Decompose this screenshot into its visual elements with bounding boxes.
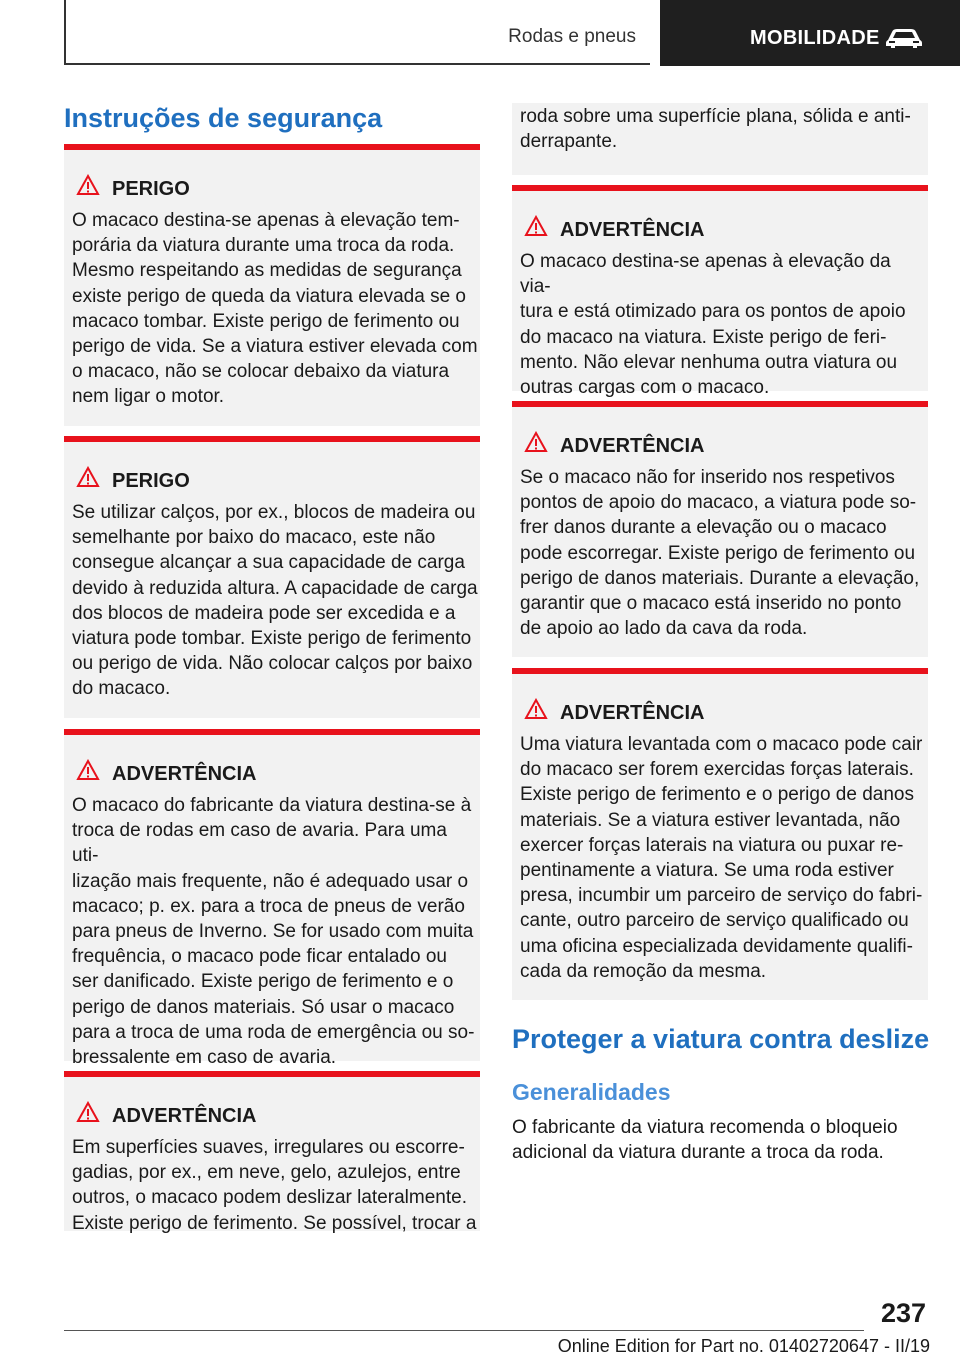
- warning-triangle-icon: [524, 698, 548, 720]
- warning-box: [64, 1071, 480, 1234]
- box-label: PERIGO: [112, 470, 190, 492]
- box-text: Se utilizar calços, por ex., blocos de madeira ou semelhante por baixo do macaco, este não consegue alcançar a sua capacidade de carga devido à reduzida altura. A capacidade de carga dos blocos de madeira pode ser excedida e a viatura pode tombar. Existe perigo de ferimento ou perigo de vida. Não colocar calços por baixo do macaco.: [72, 502, 478, 700]
- subsection-title-general: Generalidades: [512, 1079, 671, 1105]
- warning-triangle-icon: [76, 466, 100, 488]
- box-label: ADVERTÊNCIA: [560, 702, 705, 724]
- box-label: ADVERTÊNCIA: [560, 435, 705, 457]
- warning-box: [64, 144, 480, 426]
- box-text: O macaco destina-se apenas à elevação da via- tura e está otimizado para os pontos de apoio do macaco na viatura. Existe perigo de feri- mento. Não elevar nenhuma outra viatura ou outras cargas com o macaco.: [520, 251, 906, 399]
- box-text: O macaco destina-se apenas à elevação tem- porária da viatura durante uma troca da roda. Mesmo respeitando as medidas de segurança existe perigo de queda da viatura elevada se o macaco tombar. Existe perigo de ferimento ou perigo de vida. Se a viatura estiver elevada com o macaco, não se colocar debaixo da viatura nem ligar o motor.: [72, 210, 478, 408]
- chapter-tab[interactable]: [660, 0, 960, 66]
- warning-box: [64, 729, 480, 1069]
- edition-footer: Online Edition for Part no. 01402720647 - II/19: [557, 1336, 930, 1356]
- warning-box: [512, 668, 928, 1000]
- body-text: O fabricante da viatura recomenda o bloqueio adicional da viatura durante a troca da roda.: [512, 1117, 898, 1164]
- warning-box: [512, 401, 928, 657]
- box-label: ADVERTÊNCIA: [112, 763, 257, 785]
- section-tab[interactable]: Rodas e pneus: [508, 26, 636, 47]
- box-text: roda sobre uma superfície plana, sólida e anti- derrapante.: [520, 106, 911, 153]
- box-text: Em superfícies suaves, irregulares ou escorre- gadias, por ex., em neve, gelo, azulejos, entre outros, o macaco podem deslizar lateralmente. Existe perigo de ferimento. Se possível, trocar a: [72, 1137, 477, 1234]
- car-icon: [884, 26, 924, 50]
- warning-triangle-icon: [76, 1101, 100, 1123]
- box-label: ADVERTÊNCIA: [112, 1105, 257, 1127]
- box-text: O macaco do fabricante da viatura destina-se à troca de rodas em caso de avaria. Para uma uti- lização mais frequente, não é adequado usar o macaco; p. ex. para a troca de pneus de verão para pneus de Inverno. Se for usado com muita frequência, o macaco pode ficar entalado ou ser danificado. Existe perigo de ferimento e o perigo de danos materiais. Só usar o macaco para a troca de uma roda de emergência ou so- bressalente em caso de avaria.: [72, 795, 475, 1069]
- header-rule-left: [64, 0, 66, 64]
- chapter-label: MOBILIDADE: [750, 27, 880, 49]
- section-title-safety: Instruções de segurança: [64, 103, 383, 133]
- section-title-prevent-rolling: Proteger a viatura contra deslize: [512, 1024, 930, 1054]
- box-label: ADVERTÊNCIA: [560, 219, 705, 241]
- header-rule-bottom: [64, 63, 650, 65]
- warning-box-continued: [512, 103, 928, 175]
- warning-triangle-icon: [76, 174, 100, 196]
- warning-box: [512, 185, 928, 399]
- warning-triangle-icon: [524, 215, 548, 237]
- footer-rule: [64, 1330, 864, 1331]
- warning-box: [64, 436, 480, 718]
- warning-triangle-icon: [76, 759, 100, 781]
- warning-triangle-icon: [524, 431, 548, 453]
- box-text: Se o macaco não for inserido nos respetivos pontos de apoio do macaco, a viatura pode so- frer danos durante a elevação ou o macaco pode escorregar. Existe perigo de ferimento ou perigo de danos materiais. Durante a elevação, garantir que o macaco está inserido no ponto de apoio ao lado da cava da roda.: [520, 467, 920, 640]
- box-label: PERIGO: [112, 178, 190, 200]
- page-number: 237: [880, 1298, 926, 1328]
- box-text: Uma viatura levantada com o macaco pode cair do macaco ser forem exercidas forças laterais. Existe perigo de ferimento e o perigo de danos materiais. Se a viatura estiver levantada, não exercer forças laterais na viatura ou puxar re- pentinamente a viatura. Se uma roda estiver presa, incumbir um parceiro de serviço do fabri- cante, outro parceiro de serviço qualificado ou uma oficina especializada devidamente qualifi- cada da remoção da mesma.: [520, 734, 923, 982]
